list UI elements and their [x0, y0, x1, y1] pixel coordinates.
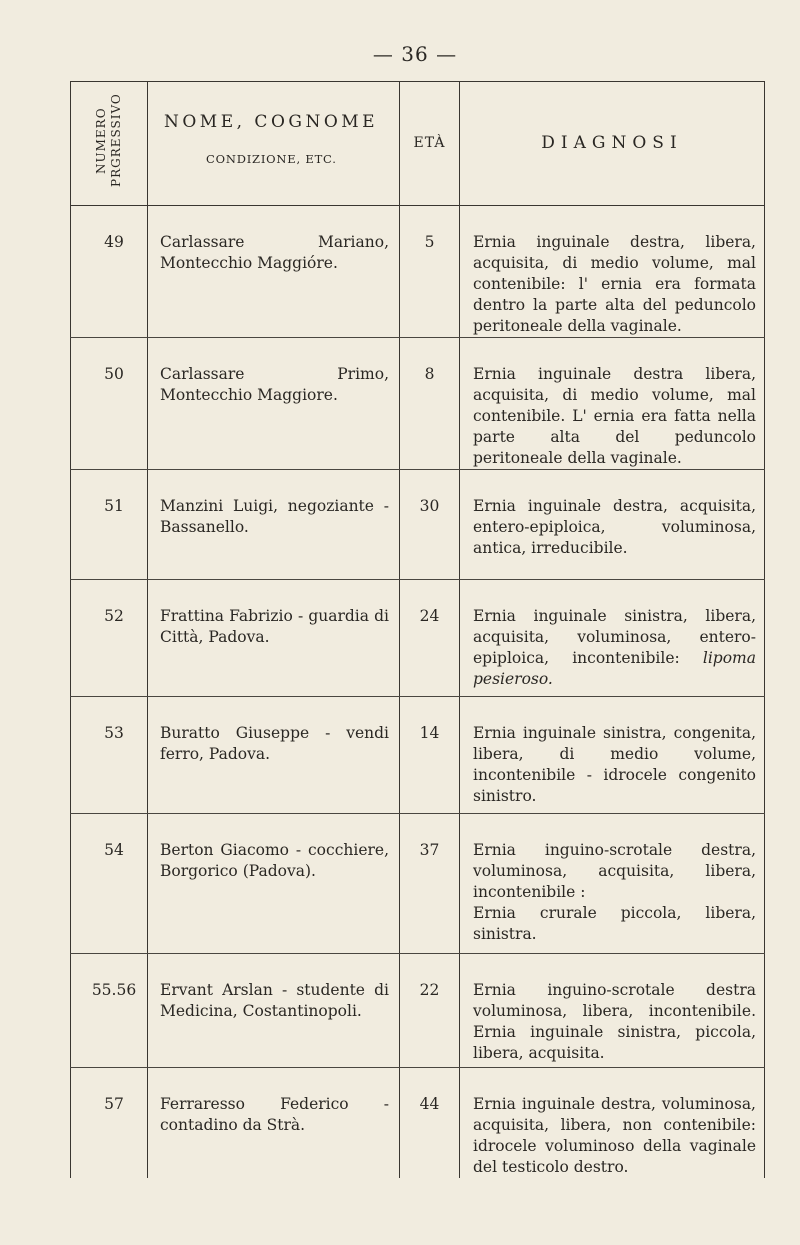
row-name: Ferraresso Federico - contadino da Strà.: [148, 1068, 400, 1179]
row-name: Carlassare Primo, Montecchio Maggiore.: [148, 338, 400, 470]
row-number: 51: [71, 470, 148, 580]
table-row: [71, 470, 765, 580]
row-diagnosis: Ernia inguinale destra, voluminosa, acquisita, libera, non contenibile: idrocele voluminoso della vaginale del testicolo destro.: [460, 1068, 765, 1179]
table-row: [71, 1068, 765, 1179]
header-name-sublabel: CONDIZIONE, ETC.: [206, 151, 337, 166]
header-number: [71, 82, 148, 206]
row-diagnosis: Ernia inguinale destra, libera, acquisita, di medio volume, mal contenibile: l' ernia era formata dentro la parte alta del peduncolo peritoneale della vaginale.: [460, 206, 765, 338]
row-age: 5: [400, 206, 460, 338]
row-diagnosis-text: Ernia inguino-scrotale destra, voluminosa, acquisita, libera, incontenibile :: [473, 841, 756, 901]
page-number: — 36 —: [372, 42, 458, 66]
row-number: 52: [71, 580, 148, 697]
row-diagnosis-text: Ernia inguinale sinistra, libera, acquisita, voluminosa, entero-epiploica, incontenibile:: [473, 607, 756, 667]
row-age: 8: [400, 338, 460, 470]
row-number: 50: [71, 338, 148, 470]
table-row: [71, 206, 765, 338]
row-diagnosis: Ernia inguinale destra, acquisita, entero-epiploica, voluminosa, antica, irreducibile.: [460, 470, 765, 580]
row-number: 54: [71, 814, 148, 954]
row-age: 14: [400, 697, 460, 814]
table-row: [71, 954, 765, 1068]
row-diagnosis-text-2: Ernia crurale piccola, libera, sinistra.: [473, 904, 756, 943]
row-number: 53: [71, 697, 148, 814]
row-name: Frattina Fabrizio - guardia di Città, Padova.: [148, 580, 400, 697]
row-diagnosis: [460, 814, 765, 954]
row-age: 44: [400, 1068, 460, 1179]
table-row: [71, 814, 765, 954]
table-row: [71, 338, 765, 470]
table-row: [71, 697, 765, 814]
header-number-label: NUMERO PRGRESSIVO: [94, 93, 123, 188]
table-row: [71, 580, 765, 697]
row-diagnosis: Ernia inguinale sinistra, congenita, libera, di medio volume, incontenibile - idrocele congenito sinistro.: [460, 697, 765, 814]
row-name: Buratto Giuseppe - vendi ferro, Padova.: [148, 697, 400, 814]
header-age: ETÀ: [400, 82, 460, 206]
row-age: 30: [400, 470, 460, 580]
row-age: 37: [400, 814, 460, 954]
header-name: [148, 82, 400, 206]
row-diagnosis-italic: lipoma pesieroso.: [473, 649, 756, 688]
row-name: Manzini Luigi, negoziante - Bassanello.: [148, 470, 400, 580]
row-number: 57: [71, 1068, 148, 1179]
row-name: Berton Giacomo - cocchiere, Borgorico (Padova).: [148, 814, 400, 954]
row-number: 49: [71, 206, 148, 338]
row-name: Carlassare Mariano, Montecchio Maggióre.: [148, 206, 400, 338]
row-number: 55.56: [71, 954, 148, 1068]
header-row: [71, 82, 765, 206]
row-diagnosis: [460, 580, 765, 697]
header-name-label: NOME, COGNOME: [164, 111, 379, 132]
patient-register-table: [70, 81, 765, 1178]
row-diagnosis: Ernia inguinale destra libera, acquisita, di medio volume, mal contenibile. L' ernia era fatta nella parte alta del peduncolo peritoneale della vaginale.: [460, 338, 765, 470]
row-age: 24: [400, 580, 460, 697]
row-age: 22: [400, 954, 460, 1068]
row-name: Ervant Arslan - studente di Medicina, Costantinopoli.: [148, 954, 400, 1068]
header-diagnosis: DIAGNOSI: [460, 82, 765, 206]
row-diagnosis: Ernia inguino-scrotale destra voluminosa, libera, incontenibile. Ernia inguinale sinistra, piccola, libera, acquisita.: [460, 954, 765, 1068]
